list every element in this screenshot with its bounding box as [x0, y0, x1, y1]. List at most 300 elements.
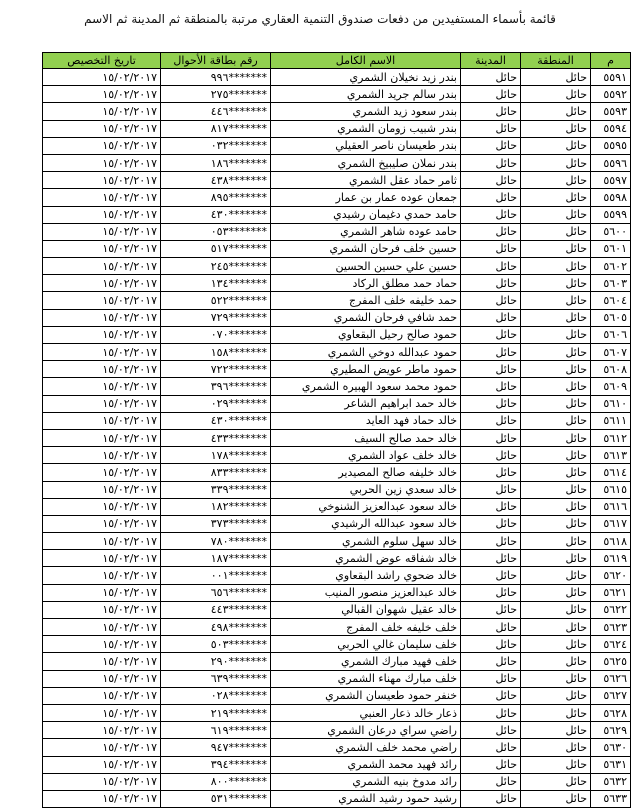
row-city: حائل — [461, 584, 521, 601]
row-allocation-date: ١٥/٠٢/٢٠١٧ — [43, 533, 161, 550]
row-allocation-date: ١٥/٠٢/٢٠١٧ — [43, 790, 161, 807]
row-number: ٥٦٢٨ — [591, 704, 631, 721]
row-number: ٥٦١٤ — [591, 464, 631, 481]
row-id-card: *******٤٣٠ — [161, 412, 271, 429]
row-region: حائل — [521, 309, 591, 326]
row-number: ٥٦٣٢ — [591, 773, 631, 790]
row-number: ٥٦١٧ — [591, 515, 631, 532]
row-number: ٥٦٢٩ — [591, 722, 631, 739]
row-id-card: *******٥٢٢ — [161, 292, 271, 309]
row-region: حائل — [521, 189, 591, 206]
row-region: حائل — [521, 395, 591, 412]
row-city: حائل — [461, 687, 521, 704]
row-city: حائل — [461, 515, 521, 532]
row-allocation-date: ١٥/٠٢/٢٠١٧ — [43, 309, 161, 326]
row-full-name: خالد سهل سلوم الشمري — [271, 533, 461, 550]
row-number: ٥٦١٠ — [591, 395, 631, 412]
row-city: حائل — [461, 344, 521, 361]
row-full-name: خالد خليفه صالح المصيدير — [271, 464, 461, 481]
row-full-name: حمود ماطر عويض المطيري — [271, 361, 461, 378]
row-region: حائل — [521, 464, 591, 481]
row-full-name: بندر شبيب زومان الشمري — [271, 120, 461, 137]
row-full-name: حامد حمدي دغيمان رشيدي — [271, 206, 461, 223]
row-city: حائل — [461, 653, 521, 670]
row-full-name: حمود صالح رحيل البقعاوي — [271, 326, 461, 343]
row-id-card: *******٤٣٨ — [161, 172, 271, 189]
row-city: حائل — [461, 172, 521, 189]
table-row — [43, 567, 631, 584]
row-city: حائل — [461, 206, 521, 223]
table-row — [43, 172, 631, 189]
row-city: حائل — [461, 567, 521, 584]
table-row — [43, 481, 631, 498]
row-allocation-date: ١٥/٠٢/٢٠١٧ — [43, 601, 161, 618]
row-allocation-date: ١٥/٠٢/٢٠١٧ — [43, 636, 161, 653]
row-number: ٥٦٣٠ — [591, 739, 631, 756]
row-id-card: *******٩٩٦ — [161, 69, 271, 86]
document-title: قائمة بأسماء المستفيدين من دفعات صندوق التنمية العقاري مرتبة بالمنطقة ثم المدينة ثم الاسم — [84, 12, 556, 26]
row-full-name: حسين علي حسين الحسين — [271, 258, 461, 275]
row-full-name: رشيد حمود رشيد الشمري — [271, 790, 461, 807]
row-city: حائل — [461, 86, 521, 103]
row-allocation-date: ١٥/٠٢/٢٠١٧ — [43, 670, 161, 687]
row-allocation-date: ١٥/٠٢/٢٠١٧ — [43, 395, 161, 412]
row-city: حائل — [461, 223, 521, 240]
row-region: حائل — [521, 567, 591, 584]
row-city: حائل — [461, 240, 521, 257]
row-city: حائل — [461, 326, 521, 343]
row-id-card: *******٣٧٣ — [161, 515, 271, 532]
row-number: ٥٦٢٢ — [591, 601, 631, 618]
row-city: حائل — [461, 790, 521, 807]
row-city: حائل — [461, 275, 521, 292]
row-allocation-date: ١٥/٠٢/٢٠١٧ — [43, 429, 161, 446]
row-city: حائل — [461, 739, 521, 756]
row-city: حائل — [461, 154, 521, 171]
row-full-name: خلف فهيد مبارك الشمري — [271, 653, 461, 670]
row-number: ٥٦٢٧ — [591, 687, 631, 704]
table-row — [43, 120, 631, 137]
row-full-name: ذعار خالد ذعار العنبي — [271, 704, 461, 721]
row-id-card: *******٨٩٥ — [161, 189, 271, 206]
row-region: حائل — [521, 154, 591, 171]
table-row — [43, 240, 631, 257]
row-region: حائل — [521, 756, 591, 773]
row-id-card: *******١٥٨ — [161, 344, 271, 361]
row-full-name: بندر سعود زيد الشمري — [271, 103, 461, 120]
row-full-name: خلف خليفه خلف المفرج — [271, 619, 461, 636]
row-city: حائل — [461, 429, 521, 446]
table-row — [43, 344, 631, 361]
row-id-card: *******١٨٧ — [161, 550, 271, 567]
row-region: حائل — [521, 292, 591, 309]
row-region: حائل — [521, 722, 591, 739]
row-region: حائل — [521, 361, 591, 378]
row-id-card: *******٢٤٥ — [161, 258, 271, 275]
row-number: ٥٦١٨ — [591, 533, 631, 550]
row-allocation-date: ١٥/٠٢/٢٠١٧ — [43, 619, 161, 636]
row-city: حائل — [461, 722, 521, 739]
row-allocation-date: ١٥/٠٢/٢٠١٧ — [43, 206, 161, 223]
table-row — [43, 515, 631, 532]
row-allocation-date: ١٥/٠٢/٢٠١٧ — [43, 172, 161, 189]
row-city: حائل — [461, 601, 521, 618]
row-number: ٥٥٩٩ — [591, 206, 631, 223]
row-region: حائل — [521, 137, 591, 154]
table-row — [43, 636, 631, 653]
row-full-name: رائد فهيد محمد الشمري — [271, 756, 461, 773]
row-full-name: حمود محمد سعود الهبيره الشمري — [271, 378, 461, 395]
row-id-card: *******١٧٨ — [161, 447, 271, 464]
row-id-card: *******٤٤٣ — [161, 601, 271, 618]
row-city: حائل — [461, 447, 521, 464]
table-row — [43, 756, 631, 773]
table-row — [43, 687, 631, 704]
row-city: حائل — [461, 481, 521, 498]
table-row — [43, 326, 631, 343]
row-full-name: خالد عقيل شهوان القبالي — [271, 601, 461, 618]
row-allocation-date: ١٥/٠٢/٢٠١٧ — [43, 154, 161, 171]
row-number: ٥٦٠٤ — [591, 292, 631, 309]
row-allocation-date: ١٥/٠٢/٢٠١٧ — [43, 704, 161, 721]
row-city: حائل — [461, 309, 521, 326]
row-region: حائل — [521, 704, 591, 721]
row-region: حائل — [521, 601, 591, 618]
row-id-card: *******٧٨٠ — [161, 533, 271, 550]
row-number: ٥٦٠١ — [591, 240, 631, 257]
row-number: ٥٥٩٥ — [591, 137, 631, 154]
header-number: م — [591, 53, 631, 69]
row-full-name: راضي محمد خلف الشمري — [271, 739, 461, 756]
row-city: حائل — [461, 550, 521, 567]
row-region: حائل — [521, 240, 591, 257]
row-allocation-date: ١٥/٠٢/٢٠١٧ — [43, 550, 161, 567]
row-full-name: راضي سراي درعان الشمري — [271, 722, 461, 739]
row-allocation-date: ١٥/٠٢/٢٠١٧ — [43, 739, 161, 756]
row-full-name: ثامر حماد عقل الشمري — [271, 172, 461, 189]
row-id-card: *******١٣٤ — [161, 275, 271, 292]
row-allocation-date: ١٥/٠٢/٢٠١٧ — [43, 137, 161, 154]
row-region: حائل — [521, 790, 591, 807]
row-city: حائل — [461, 636, 521, 653]
row-allocation-date: ١٥/٠٢/٢٠١٧ — [43, 378, 161, 395]
row-full-name: خلف سليمان غالي الحربي — [271, 636, 461, 653]
row-city: حائل — [461, 619, 521, 636]
row-number: ٥٦٠٣ — [591, 275, 631, 292]
row-id-card: *******٦٥٦ — [161, 584, 271, 601]
beneficiaries-table — [42, 52, 631, 808]
row-region: حائل — [521, 636, 591, 653]
row-region: حائل — [521, 447, 591, 464]
row-full-name: خالد شفاقه عوض الشمري — [271, 550, 461, 567]
row-allocation-date: ١٥/٠٢/٢٠١٧ — [43, 567, 161, 584]
row-full-name: بندر سالم جريد الشمري — [271, 86, 461, 103]
row-id-card: *******٠٢٨ — [161, 687, 271, 704]
table-row — [43, 704, 631, 721]
row-number: ٥٦١٩ — [591, 550, 631, 567]
row-full-name: حماد حمد مطلق الركاد — [271, 275, 461, 292]
row-id-card: *******٣٩٤ — [161, 756, 271, 773]
row-id-card: *******٧٢٩ — [161, 309, 271, 326]
row-number: ٥٦١١ — [591, 412, 631, 429]
row-number: ٥٦٢٣ — [591, 619, 631, 636]
row-id-card: *******٣٩٦ — [161, 378, 271, 395]
table-body — [43, 69, 631, 808]
row-allocation-date: ١٥/٠٢/٢٠١٧ — [43, 756, 161, 773]
row-number: ٥٦٢٠ — [591, 567, 631, 584]
row-id-card: *******٥٣١ — [161, 790, 271, 807]
row-id-card: *******٤٤٦ — [161, 103, 271, 120]
row-number: ٥٦١٢ — [591, 429, 631, 446]
row-number: ٥٦٠٦ — [591, 326, 631, 343]
row-full-name: رائد مدوخ بنيه الشمري — [271, 773, 461, 790]
table-row — [43, 722, 631, 739]
row-full-name: خنفر حمود طعيسان الشمري — [271, 687, 461, 704]
row-region: حائل — [521, 223, 591, 240]
row-full-name: خالد حمد ابراهيم الشاعر — [271, 395, 461, 412]
header-city: المدينة — [461, 53, 521, 69]
row-region: حائل — [521, 86, 591, 103]
header-full-name: الاسم الكامل — [271, 53, 461, 69]
row-id-card: *******٤٩٨ — [161, 619, 271, 636]
row-allocation-date: ١٥/٠٢/٢٠١٧ — [43, 515, 161, 532]
row-region: حائل — [521, 481, 591, 498]
row-full-name: جمعان عوده عمار بن عمار — [271, 189, 461, 206]
row-full-name: بندر زيد نخيلان الشمري — [271, 69, 461, 86]
row-city: حائل — [461, 395, 521, 412]
row-id-card: *******٢١٩ — [161, 704, 271, 721]
table-row — [43, 189, 631, 206]
row-full-name: خالد سعود عبدالله الرشيدي — [271, 515, 461, 532]
row-city: حائل — [461, 69, 521, 86]
row-id-card: *******٠٠١ — [161, 567, 271, 584]
row-city: حائل — [461, 412, 521, 429]
row-allocation-date: ١٥/٠٢/٢٠١٧ — [43, 498, 161, 515]
row-number: ٥٦١٥ — [591, 481, 631, 498]
row-id-card: *******٥٠٣ — [161, 636, 271, 653]
row-region: حائل — [521, 258, 591, 275]
row-city: حائل — [461, 464, 521, 481]
table-row — [43, 447, 631, 464]
row-id-card: *******٠٥٣ — [161, 223, 271, 240]
row-allocation-date: ١٥/٠٢/٢٠١٧ — [43, 120, 161, 137]
row-number: ٥٦٣١ — [591, 756, 631, 773]
row-city: حائل — [461, 704, 521, 721]
table-row — [43, 361, 631, 378]
table-row — [43, 584, 631, 601]
row-city: حائل — [461, 258, 521, 275]
row-city: حائل — [461, 498, 521, 515]
row-allocation-date: ١٥/٠٢/٢٠١٧ — [43, 240, 161, 257]
row-allocation-date: ١٥/٠٢/٢٠١٧ — [43, 292, 161, 309]
row-number: ٥٦٠٧ — [591, 344, 631, 361]
row-allocation-date: ١٥/٠٢/٢٠١٧ — [43, 258, 161, 275]
table-row — [43, 429, 631, 446]
row-region: حائل — [521, 120, 591, 137]
row-number: ٥٥٩٨ — [591, 189, 631, 206]
row-region: حائل — [521, 378, 591, 395]
row-city: حائل — [461, 137, 521, 154]
row-full-name: حمد خليفه خلف المفرج — [271, 292, 461, 309]
row-allocation-date: ١٥/٠٢/٢٠١٧ — [43, 361, 161, 378]
row-number: ٥٥٩٢ — [591, 86, 631, 103]
row-allocation-date: ١٥/٠٢/٢٠١٧ — [43, 653, 161, 670]
table-row — [43, 206, 631, 223]
row-allocation-date: ١٥/٠٢/٢٠١٧ — [43, 481, 161, 498]
table-row — [43, 275, 631, 292]
row-region: حائل — [521, 687, 591, 704]
row-allocation-date: ١٥/٠٢/٢٠١٧ — [43, 69, 161, 86]
row-number: ٥٦٠٥ — [591, 309, 631, 326]
row-id-card: *******٦٣٩ — [161, 670, 271, 687]
row-number: ٥٦٠٩ — [591, 378, 631, 395]
row-region: حائل — [521, 498, 591, 515]
row-id-card: *******١٨٦ — [161, 154, 271, 171]
row-full-name: حمد شافي فرحان الشمري — [271, 309, 461, 326]
row-region: حائل — [521, 670, 591, 687]
row-full-name: بندر نملان صليبيخ الشمري — [271, 154, 461, 171]
row-city: حائل — [461, 103, 521, 120]
row-number: ٥٦٠٢ — [591, 258, 631, 275]
row-region: حائل — [521, 206, 591, 223]
row-city: حائل — [461, 378, 521, 395]
table-row — [43, 601, 631, 618]
table-row — [43, 103, 631, 120]
row-city: حائل — [461, 533, 521, 550]
table-row — [43, 739, 631, 756]
row-id-card: *******١٨٢ — [161, 498, 271, 515]
row-city: حائل — [461, 756, 521, 773]
row-id-card: *******٠٢٩ — [161, 395, 271, 412]
row-id-card: *******٨١٧ — [161, 120, 271, 137]
row-id-card: *******٠٧٠ — [161, 326, 271, 343]
row-id-card: *******٠٣٢ — [161, 137, 271, 154]
row-id-card: *******٩٤٧ — [161, 739, 271, 756]
row-region: حائل — [521, 550, 591, 567]
row-city: حائل — [461, 120, 521, 137]
row-region: حائل — [521, 69, 591, 86]
row-allocation-date: ١٥/٠٢/٢٠١٧ — [43, 687, 161, 704]
row-id-card: *******٢٩٠ — [161, 653, 271, 670]
table-row — [43, 773, 631, 790]
row-city: حائل — [461, 361, 521, 378]
row-region: حائل — [521, 429, 591, 446]
row-id-card: *******٤٣٠ — [161, 206, 271, 223]
row-region: حائل — [521, 773, 591, 790]
row-number: ٥٦٣٣ — [591, 790, 631, 807]
row-full-name: حمود عبدالله دوخي الشمري — [271, 344, 461, 361]
table-header-row — [43, 53, 631, 69]
row-id-card: *******٧٢٢ — [161, 361, 271, 378]
row-full-name: بندر طعيسان ناصر العقيلي — [271, 137, 461, 154]
row-number: ٥٦٠٨ — [591, 361, 631, 378]
row-allocation-date: ١٥/٠٢/٢٠١٧ — [43, 722, 161, 739]
row-number: ٥٦٢٤ — [591, 636, 631, 653]
row-id-card: *******٣٣٩ — [161, 481, 271, 498]
row-allocation-date: ١٥/٠٢/٢٠١٧ — [43, 103, 161, 120]
row-city: حائل — [461, 189, 521, 206]
row-number: ٥٥٩٤ — [591, 120, 631, 137]
row-region: حائل — [521, 533, 591, 550]
row-id-card: *******٥١٧ — [161, 240, 271, 257]
table-row — [43, 378, 631, 395]
row-id-card: *******٢٧٥ — [161, 86, 271, 103]
row-full-name: خالد ضحوي راشد البقعاوي — [271, 567, 461, 584]
row-id-card: *******٤٣٣ — [161, 429, 271, 446]
row-allocation-date: ١٥/٠٢/٢٠١٧ — [43, 773, 161, 790]
table-row — [43, 395, 631, 412]
header-id-card: رقم بطاقة الأحوال — [161, 53, 271, 69]
row-full-name: خالد عبدالعزيز منصور المنيب — [271, 584, 461, 601]
row-number: ٥٦٢٥ — [591, 653, 631, 670]
row-full-name: خلف مبارك مهناء الشمري — [271, 670, 461, 687]
row-full-name: خالد خلف عواد الشمري — [271, 447, 461, 464]
row-region: حائل — [521, 412, 591, 429]
row-number: ٥٦٢١ — [591, 584, 631, 601]
row-full-name: حسين خلف فرحان الشمري — [271, 240, 461, 257]
header-region: المنطقة — [521, 53, 591, 69]
row-number: ٥٦٢٦ — [591, 670, 631, 687]
table-row — [43, 223, 631, 240]
row-number: ٥٦٠٠ — [591, 223, 631, 240]
row-number: ٥٦١٦ — [591, 498, 631, 515]
table-row — [43, 86, 631, 103]
row-allocation-date: ١٥/٠٢/٢٠١٧ — [43, 412, 161, 429]
row-full-name: خالد حماد فهد العايد — [271, 412, 461, 429]
table-row — [43, 653, 631, 670]
table-row — [43, 790, 631, 807]
row-full-name: خالد سعود عبدالعزيز الشنوخي — [271, 498, 461, 515]
row-number: ٥٥٩٦ — [591, 154, 631, 171]
row-allocation-date: ١٥/٠٢/٢٠١٧ — [43, 584, 161, 601]
row-region: حائل — [521, 326, 591, 343]
row-number: ٥٦١٣ — [591, 447, 631, 464]
row-number: ٥٥٩١ — [591, 69, 631, 86]
table-row — [43, 498, 631, 515]
row-region: حائل — [521, 172, 591, 189]
header-allocation-date: تاريخ التخصيص — [43, 53, 161, 69]
row-region: حائل — [521, 584, 591, 601]
row-id-card: *******٨٣٣ — [161, 464, 271, 481]
row-full-name: خالد سعدي زين الحربي — [271, 481, 461, 498]
row-region: حائل — [521, 275, 591, 292]
row-allocation-date: ١٥/٠٢/٢٠١٧ — [43, 223, 161, 240]
row-allocation-date: ١٥/٠٢/٢٠١٧ — [43, 447, 161, 464]
row-region: حائل — [521, 739, 591, 756]
table-row — [43, 258, 631, 275]
row-allocation-date: ١٥/٠٢/٢٠١٧ — [43, 344, 161, 361]
row-region: حائل — [521, 103, 591, 120]
row-full-name: خالد حمد صالح السيف — [271, 429, 461, 446]
row-allocation-date: ١٥/٠٢/٢٠١٧ — [43, 189, 161, 206]
table-row — [43, 550, 631, 567]
table-row — [43, 69, 631, 86]
row-region: حائل — [521, 619, 591, 636]
row-allocation-date: ١٥/٠٢/٢٠١٧ — [43, 464, 161, 481]
row-region: حائل — [521, 344, 591, 361]
table-row — [43, 137, 631, 154]
row-number: ٥٥٩٣ — [591, 103, 631, 120]
row-allocation-date: ١٥/٠٢/٢٠١٧ — [43, 326, 161, 343]
row-city: حائل — [461, 773, 521, 790]
table-row — [43, 309, 631, 326]
row-number: ٥٥٩٧ — [591, 172, 631, 189]
table-row — [43, 292, 631, 309]
row-city: حائل — [461, 670, 521, 687]
row-region: حائل — [521, 653, 591, 670]
table-row — [43, 154, 631, 171]
table-row — [43, 619, 631, 636]
